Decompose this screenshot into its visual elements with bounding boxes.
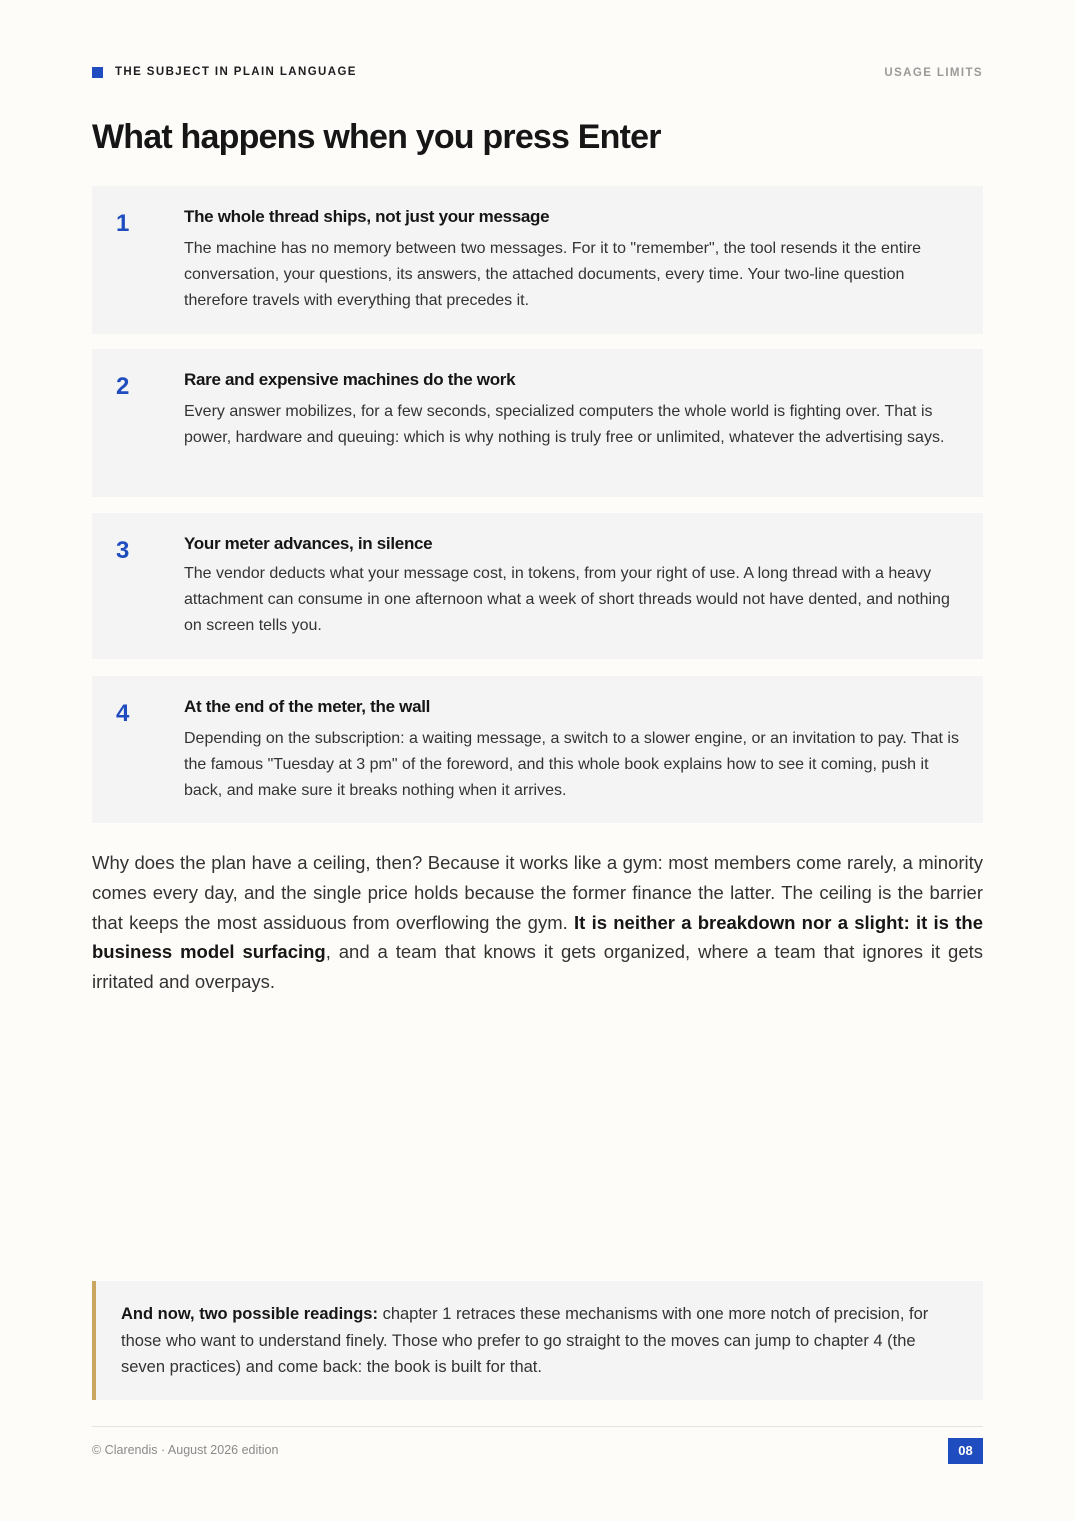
page-number-badge: 08 [948,1438,983,1464]
footer-copyright: © Clarendis · August 2026 edition [92,1443,279,1457]
callout-lead: And now, two possible readings: [121,1305,378,1323]
step-card-2 [92,349,983,497]
document-page [92,0,983,1521]
step-title: Your meter advances, in silence [184,534,433,553]
callout-text: chapter 1 retraces these mechanisms with one more notch of precision, for those who want to understand finely. Those who prefer to go straight to the moves can jump to chapter 4 (the seven practices) and come back: the book is built for that. [121,1305,929,1376]
section-label-group [92,66,357,78]
body-paragraph [92,848,983,997]
reading-callout [92,1281,983,1400]
running-title: USAGE LIMITS [884,67,983,79]
section-marker-square [92,67,103,78]
step-body: The vendor deducts what your message cost, in tokens, from your right of use. A long thread with a heavy attachment can consume in one afternoon what a week of short threads would not have dented, and nothing on screen tells you. [184,565,950,634]
step-body: The machine has no memory between two messages. For it to "remember", the tool resends it the entire conversation, your questions, its answers, the attached documents, every time. Your two-line question therefore travels with everything that precedes it. [184,240,922,309]
page-title: What happens when you press Enter [92,118,661,156]
step-title: At the end of the meter, the wall [184,697,431,716]
paragraph-intro: Why does the plan have a ceiling, then? Because it works like a gym: most members come rarely, a minority comes every day, and the single price holds because the former finance the latter. The ceiling is the barrier that keeps the most assiduous from overflowing the gym. [92,852,983,933]
page-header [92,66,983,82]
step-number: 4 [116,700,130,727]
step-number: 2 [116,373,130,400]
step-number: 3 [116,537,130,564]
footer-divider [92,1426,983,1427]
section-label: THE SUBJECT IN PLAIN LANGUAGE [115,66,357,78]
step-card-1 [92,186,983,334]
step-number: 1 [116,210,130,237]
step-title: Rare and expensive machines do the work [184,370,516,389]
step-card-4 [92,676,983,823]
step-card-3 [92,513,983,659]
step-body: Depending on the subscription: a waiting message, a switch to a slower engine, or an invitation to pay. That is the famous "Tuesday at 3 pm" of the foreword, and this whole book explains how to see it coming, push it back, and make sure it breaks nothing when it arrives. [184,730,959,799]
paragraph-outro: , and a team that knows it gets organized, where a team that ignores it gets irritated and overpays. [92,941,983,993]
paragraph-emphasis: It is neither a breakdown nor a slight: it is the business model surfacing [92,911,983,963]
step-body: Every answer mobilizes, for a few seconds, specialized computers the whole world is fighting over. That is power, hardware and queuing: which is why nothing is truly free or unlimited, whatever the advertising says. [184,403,945,446]
step-title: The whole thread ships, not just your message [184,207,550,226]
